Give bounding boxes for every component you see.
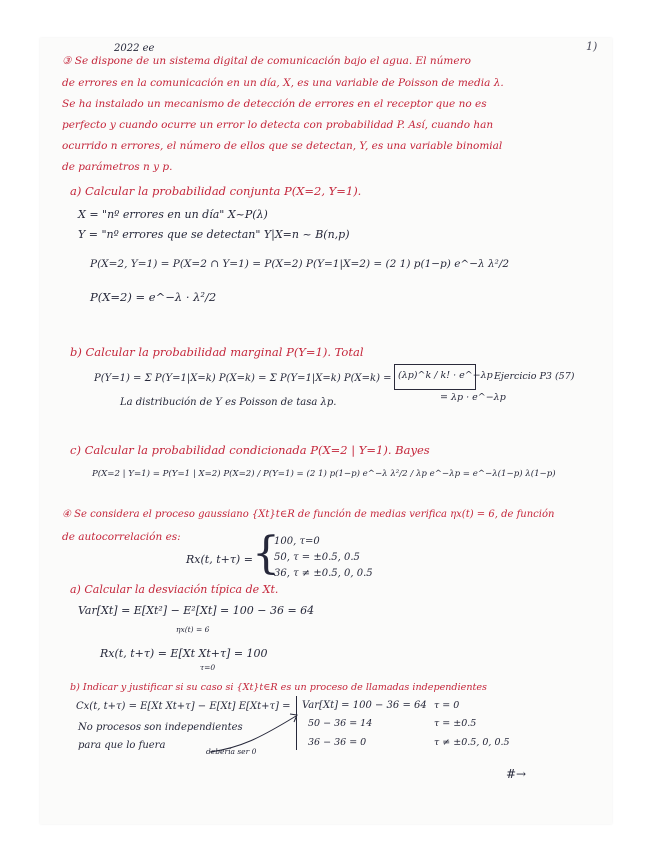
p3b-boxed-result: (λp)^k / k! · e^−λp (398, 370, 493, 381)
p4-rx-case-2: 50, τ = ±0.5, 0.5 (274, 552, 360, 563)
p4a-equation-1: Var[Xt] = E[Xt²] − E²[Xt] = 100 − 36 = 64 (78, 604, 315, 617)
p4b-tau-1: τ = 0 (434, 700, 460, 711)
connector-arrow-icon (200, 708, 310, 758)
p3-header-line-1: ③ Se dispone de un sistema digital de comunicación bajo el agua. El número (62, 55, 471, 67)
p4b-case-3: 36 − 36 = 0 (308, 737, 367, 748)
p4b-left-note-1: No procesos son independientes (78, 722, 243, 733)
page-number: 1) (586, 40, 598, 53)
p4-header-line-1: ④ Se considera el proceso gaussiano {Xt}t∈R de función de medias verifica ηx(t) = 6, de función (62, 509, 555, 520)
p3a-def-y: Y = "nº errores que se detectan" Y|X=n ~ B(n,p) (78, 228, 350, 241)
p3-header-line-2: de errores en la comunicación en un día, X, es una variable de Poisson de media λ. (62, 77, 504, 89)
p4-rx-label: Rx(t, t+τ) = (186, 553, 253, 566)
p4a-equation-2-note: τ=0 (200, 663, 216, 672)
p3b-equation: P(Y=1) = Σ P(Y=1|X=k) P(X=k) = Σ P(Y=1|X=k) P(X=k) = (94, 373, 392, 384)
p3c-equation: P(X=2 | Y=1) = P(Y=1 | X=2) P(X=2) / P(Y=1) = (2 1) p(1−p) e^−λ λ²/2 / λp e^−λp = e^−λ(1−p) λ(1−p) (92, 469, 556, 479)
p3a-equation-1: P(X=2, Y=1) = P(X=2 ∩ Y=1) = P(X=2) P(Y=1|X=2) = (2 1) p(1−p) e^−λ λ²/2 (90, 258, 510, 270)
p4b-tau-3: τ ≠ ±0.5, 0, 0.5 (434, 737, 510, 748)
p3b-conclusion: La distribución de Y es Poisson de tasa λp. (120, 397, 337, 408)
p3b-result: = λp · e^−λp (440, 392, 506, 403)
p4-rx-brace: { (252, 528, 280, 579)
p3a-equation-2: P(X=2) = e^−λ · λ²/2 (90, 290, 217, 304)
p3a-title: a) Calcular la probabilidad conjunta P(X=2, Y=1). (70, 184, 362, 198)
year-note: 2022 ee (114, 43, 155, 54)
p3-header-line-5: ocurrido n errores, el número de ellos que se detectan, Y, es una variable binomial (62, 140, 503, 152)
p4-header-line-2: de autocorrelación es: (62, 531, 181, 543)
p4b-title: b) Indicar y justificar si su caso si {Xt}t∈R es un proceso de llamadas independientes (70, 682, 487, 693)
p3b-side-note: Ejercicio P3 (57) (494, 371, 575, 382)
p4-rx-case-3: 36, τ ≠ ±0.5, 0, 0.5 (274, 568, 373, 579)
p3-header-line-6: de parámetros n y p. (62, 161, 173, 173)
p3c-title: c) Calcular la probabilidad condicionada P(X=2 | Y=1). Bayes (70, 443, 430, 457)
p4b-left-note-2: para que lo fuera (78, 740, 166, 751)
p3-header-line-4: perfecto y cuando ocurre un error lo detecta con probabilidad P. Así, cuando han (62, 119, 494, 131)
p3b-title: b) Calcular la probabilidad marginal P(Y=1). Total (70, 345, 364, 359)
p4b-covariance: Cx(t, t+τ) = E[Xt Xt+τ] − E[Xt] E[Xt+τ] = (76, 701, 291, 712)
p4b-case-1: Var[Xt] = 100 − 36 = 64 (302, 700, 427, 711)
p4b-end-mark: #→ (506, 767, 527, 781)
p4b-tau-2: τ = ±0.5 (434, 718, 477, 729)
p4a-title: a) Calcular la desviación típica de Xt. (70, 583, 279, 596)
p4a-equation-1-note: ηx(t) = 6 (176, 625, 210, 634)
p3-header-line-3: Se ha instalado un mecanismo de detección de errores en el receptor que no es (62, 98, 487, 110)
p4b-scribble: debería ser 0 (206, 747, 257, 756)
p3a-def-x: X = "nº errores en un día" X~P(λ) (78, 208, 268, 221)
p4b-case-2: 50 − 36 = 14 (308, 718, 373, 729)
p4a-equation-2: Rx(t, t+τ) = E[Xt Xt+τ] = 100 (100, 647, 268, 660)
p4-rx-case-1: 100, τ=0 (274, 536, 320, 547)
